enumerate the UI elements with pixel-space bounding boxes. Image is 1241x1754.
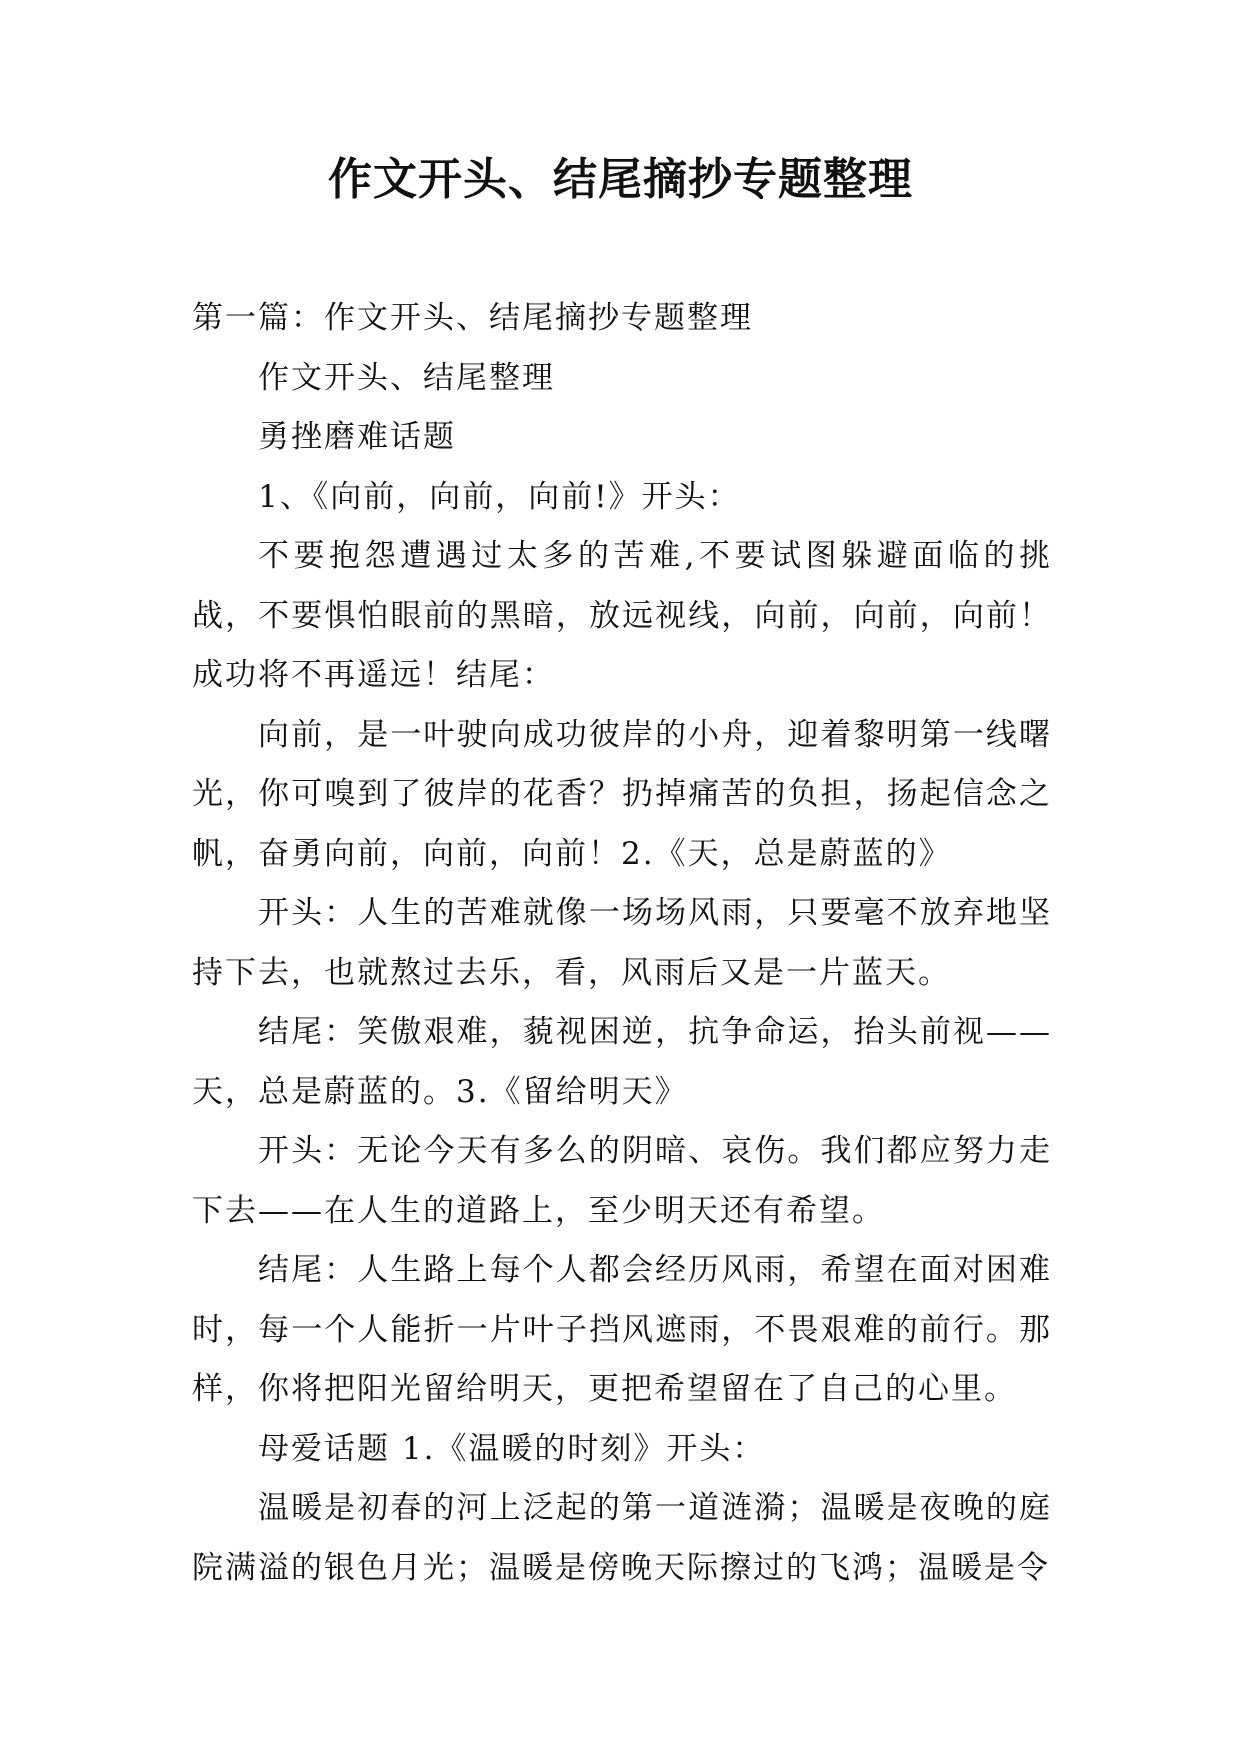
paragraph: 作文开头、结尾整理 bbox=[258, 359, 555, 396]
paragraph: 温暖是初春的河上泛起的第一道涟漪；温暖是夜晚的庭院满溢的银色月光；温暖是傍晚天际擦过的飞鸿；温暖是令 bbox=[192, 1490, 1052, 1586]
paragraph: 开头：人生的苦难就像一场场风雨，只要毫不放弃地坚持下去，也就熬过去乐，看，风雨后又是一片蓝天。 bbox=[192, 895, 1052, 991]
paragraph: 母爱话题 1.《温暖的时刻》开头： bbox=[258, 1430, 766, 1467]
document-title: 作文开头、结尾摘抄专题整理 bbox=[328, 154, 913, 205]
paragraph: 不要抱怨遭遇过太多的苦难,不要试图躲避面临的挑战，不要惧怕眼前的黑暗，放远视线，向前，向前，向前！成功将不再遥远！结尾： bbox=[192, 538, 1052, 693]
document-body bbox=[192, 289, 1052, 1598]
paragraph: 第一篇：作文开头、结尾摘抄专题整理 bbox=[192, 300, 753, 336]
paragraph: 结尾：笑傲艰难，藐视困逆，抗争命运，抬头前视——天，总是蔚蓝的。3.《留给明天》 bbox=[192, 1014, 1052, 1110]
paragraph: 向前，是一叶驶向成功彼岸的小舟，迎着黎明第一线曙光，你可嗅到了彼岸的花香？扔掉痛苦的负担，扬起信念之帆，奋勇向前，向前，向前！2.《天，总是蔚蓝的》 bbox=[192, 716, 1052, 872]
paragraph: 勇挫磨难话题 bbox=[258, 419, 456, 455]
paragraph: 1、《向前，向前，向前!》开头： bbox=[258, 478, 741, 515]
paragraph: 开头：无论今天有多么的阴暗、哀伤。我们都应努力走下去——在人生的道路上，至少明天还有希望。 bbox=[192, 1133, 1052, 1229]
paragraph: 结尾：人生路上每个人都会经历风雨，希望在面对困难时，每一个人能折一片叶子挡风遮雨，不畏艰难的前行。那样，你将把阳光留给明天，更把希望留在了自己的心里。 bbox=[192, 1252, 1052, 1407]
